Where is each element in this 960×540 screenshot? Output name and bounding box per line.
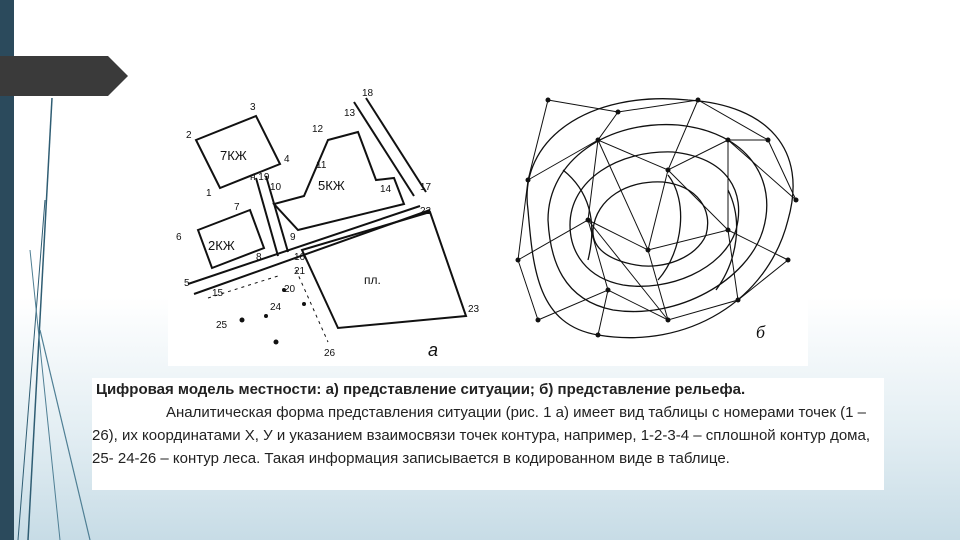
building-label: 2КЖ bbox=[208, 238, 235, 253]
building-label: 5КЖ bbox=[318, 178, 345, 193]
building-label: 7КЖ bbox=[220, 148, 247, 163]
point-label: н 19 bbox=[250, 172, 270, 183]
caption-body: Аналитическая форма представления ситуации (рис. 1 а) имеет вид таблицы с номерами точек (1 – 26), их координатами X, У и указанием взаимосвязи точек контура, например, 1-2-3-4 – сплошной контур дома, 25- 24-26 – контур леса. Такая информация записывается в кодированном виде в таблице. bbox=[92, 404, 870, 467]
point-label: 25 bbox=[216, 320, 228, 331]
caption-title: Цифровая модель местности: а) представление ситуации; б) представление рельефа. bbox=[96, 381, 746, 398]
figure-drawing bbox=[168, 80, 808, 366]
point-label: 23 bbox=[468, 304, 480, 315]
caption-box bbox=[92, 378, 884, 490]
point-label: 17 bbox=[420, 182, 432, 193]
subfigure-label-a: а bbox=[428, 340, 439, 360]
point-label: 9 bbox=[290, 232, 296, 243]
point-label: 13 bbox=[344, 108, 356, 119]
figure-panel bbox=[168, 80, 808, 366]
point-label: 26 bbox=[324, 348, 336, 359]
point-label: 11 bbox=[316, 160, 327, 171]
point-label: 6 bbox=[176, 232, 182, 243]
point-label: 8 bbox=[256, 252, 262, 263]
point-label: 4 bbox=[284, 154, 290, 165]
point-label: 3 bbox=[250, 102, 256, 113]
point-label: 22 bbox=[420, 206, 432, 217]
area-label: пл. bbox=[364, 273, 381, 287]
point-label: 18 bbox=[362, 88, 374, 99]
point-label: 15 bbox=[212, 288, 224, 299]
point-label: 12 bbox=[312, 124, 324, 135]
title-tab-marker bbox=[0, 56, 128, 96]
point-label: 1 bbox=[206, 188, 212, 199]
point-label: 16 bbox=[294, 252, 306, 263]
point-label: 10 bbox=[270, 182, 282, 193]
point-label: 21 bbox=[294, 266, 306, 277]
point-label: 20 bbox=[284, 284, 296, 295]
subfigure-label-b: б bbox=[756, 322, 766, 342]
point-label: 24 bbox=[270, 302, 282, 313]
point-label: 14 bbox=[380, 184, 392, 195]
point-label: 5 bbox=[184, 278, 190, 289]
point-label: 2 bbox=[186, 130, 192, 141]
point-label: 7 bbox=[234, 202, 240, 213]
